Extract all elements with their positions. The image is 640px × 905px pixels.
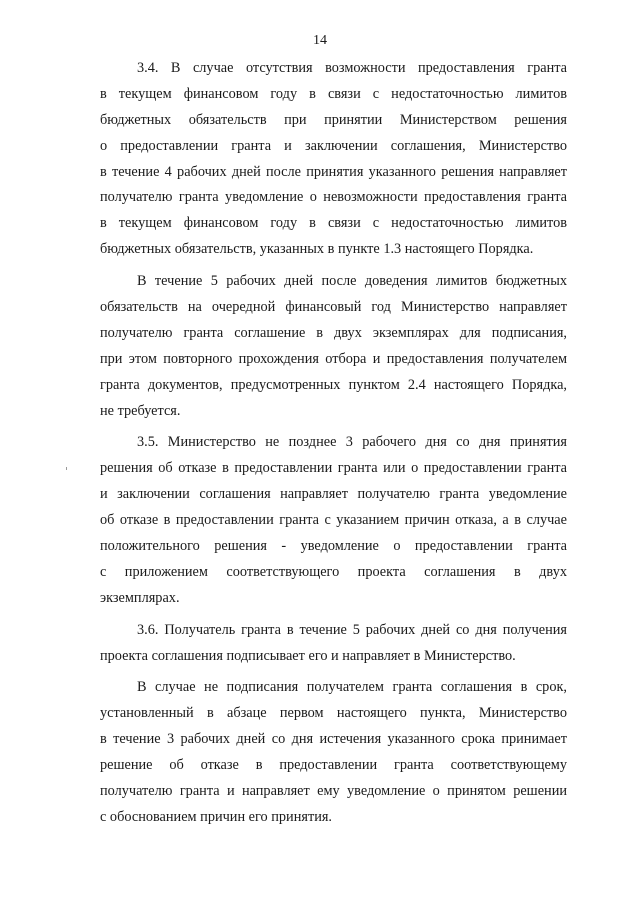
text-line: получателю гранта соглашение в двух экземплярах для подписания,	[100, 324, 567, 341]
text-line: установленный в абзаце первом настоящего пункта, Министерство	[100, 705, 567, 722]
text-line: 3.4. В случае отсутствия возможности предоставления гранта	[137, 60, 567, 76]
text-line: при этом повторного прохождения отбора и предоставления получателем	[100, 350, 567, 367]
text-line: проекта соглашения подписывает его и направляет в Министерство.	[100, 647, 516, 664]
text-line: решение об отказе в предоставлении гранта соответствующему	[100, 757, 567, 774]
document-body	[100, 56, 567, 831]
text-line: В течение 5 рабочих дней после доведения лимитов бюджетных	[137, 273, 567, 290]
text-line: решения об отказе в предоставлении гранта или о предоставлении гранта	[100, 460, 567, 477]
text-line: в текущем финансовом году в связи с недостаточностью лимитов	[100, 215, 567, 232]
text-line: гранта документов, предусмотренных пунктом 2.4 настоящего Порядка,	[100, 376, 567, 393]
paragraph-3-6-continued	[100, 675, 567, 830]
text-line: не требуется.	[100, 402, 181, 419]
text-line: о предоставлении гранта и заключении соглашения, Министерство	[100, 137, 567, 154]
text-line: в течение 3 рабочих дней со дня истечения указанного срока принимает	[100, 731, 567, 748]
paragraph-3-6	[100, 618, 567, 670]
text-line: и заключении соглашения направляет получателю гранта уведомление	[100, 486, 567, 503]
text-line: экземплярах.	[100, 589, 180, 606]
text-line: положительного решения - уведомление о предоставлении гранта	[100, 538, 567, 555]
text-line: в текущем финансовом году в связи с недостаточностью лимитов	[100, 85, 567, 102]
text-line: бюджетных обязательств при принятии Министерством решения	[100, 111, 567, 128]
text-line: с приложением соответствующего проекта соглашения в двух	[100, 563, 567, 580]
text-line: получателю гранта и направляет ему уведомление о принятом решении	[100, 783, 567, 800]
paragraph-3-5	[100, 430, 567, 611]
paragraph-3-4-continued	[100, 269, 567, 424]
text-line: бюджетных обязательств, указанных в пункте 1.3 настоящего Порядка.	[100, 241, 534, 258]
text-line: 3.5. Министерство не позднее 3 рабочего дня со дня принятия	[137, 434, 567, 451]
text-line: получателю гранта уведомление о невозможности предоставления гранта	[100, 189, 567, 206]
text-line: об отказе в предоставлении гранта с указанием причин отказа, а в случае	[100, 512, 567, 529]
text-line: обязательств на очередной финансовый год Министерство направляет	[100, 299, 567, 316]
page-number: 14	[313, 33, 327, 48]
paragraph-3-4	[100, 56, 567, 263]
scan-margin-mark	[66, 467, 67, 470]
text-line: с обоснованием причин его принятия.	[100, 808, 332, 825]
text-line: В случае не подписания получателем гранта соглашения в срок,	[137, 679, 567, 696]
text-line: в течение 4 рабочих дней после принятия указанного решения направляет	[100, 163, 567, 180]
text-line: 3.6. Получатель гранта в течение 5 рабочих дней со дня получения	[137, 621, 567, 638]
